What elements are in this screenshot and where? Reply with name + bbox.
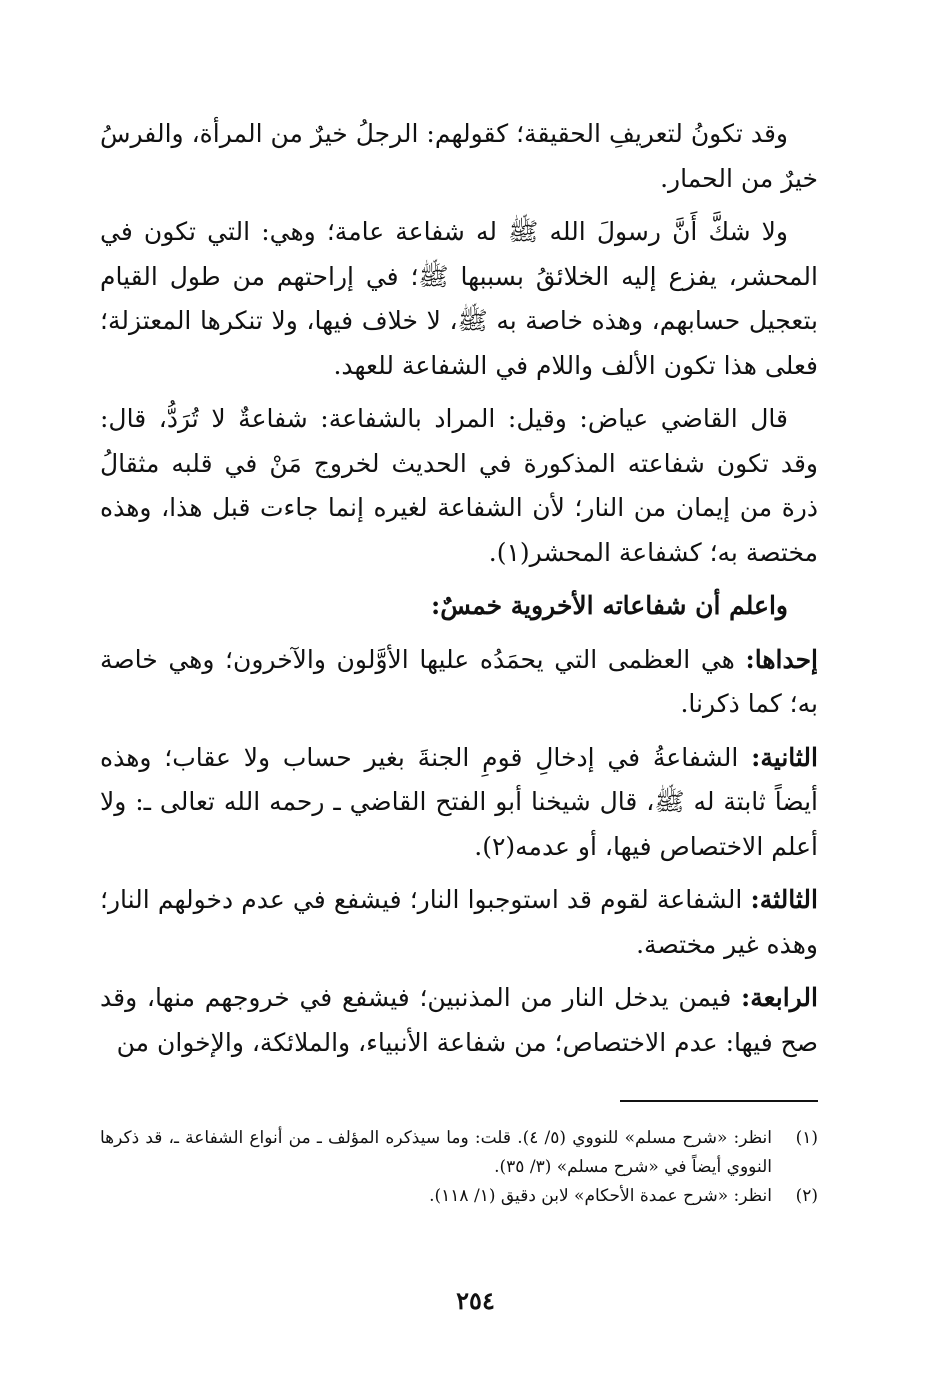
footnote — [100, 1124, 818, 1182]
paragraph-text: الشفاعةُ في إدخالِ قومِ الجنةَ بغير حساب ولا عقاب؛ وهذه أيضاً ثابتة له ﷺ، قال شيخنا أبو الفتح القاضي ـ رحمه الله تعالى ـ: ولا أعلم الاختصاص فيها، أو عدمه(٢). — [100, 742, 818, 861]
paragraph-text: قال القاضي عياض: وقيل: المراد بالشفاعة: شفاعةٌ لا تُرَدُّ، قال: وقد تكون شفاعته المذكورة في الحديث لخروج مَنْ في قلبه مثقالُ ذرة من إيمان من النار؛ لأن الشفاعة لغيره إنما جاءت قبل هذا، وهذه مختصة به؛ كشفاعة المحشر(١). — [100, 404, 818, 567]
main-text — [100, 112, 818, 1074]
paragraph — [100, 736, 818, 870]
paragraph — [100, 976, 818, 1065]
paragraph — [100, 112, 818, 201]
footnote-number: (٢) — [795, 1186, 818, 1206]
paragraph-lead: الرابعة: — [741, 983, 818, 1012]
paragraph-text: الشفاعة لقوم قد استوجبوا النار؛ فيشفع في عدم دخولهم النار؛ وهذه غير مختصة. — [100, 885, 818, 959]
paragraph-lead: الثالثة: — [750, 885, 818, 914]
footnote-number: (١) — [795, 1128, 818, 1148]
footnotes — [100, 1124, 818, 1211]
paragraph — [100, 878, 818, 967]
paragraph-lead: إحداها: — [745, 644, 818, 674]
paragraph-heading — [100, 584, 818, 629]
footnote — [100, 1182, 818, 1211]
paragraph-text: هي العظمى التي يحمَدُه عليها الأوَّلون والآخرون؛ وهي خاصة به؛ كما ذكرنا. — [100, 644, 818, 718]
paragraph-text: فيمن يدخل النار من المذنبين؛ فيشفع في خروجهم منها، وقد صح فيها: عدم الاختصاص؛ من شفاعة الأنبياء، والملائكة، والإخوان من — [100, 983, 818, 1057]
paragraph — [100, 638, 818, 727]
footnote-text: انظر: «شرح عمدة الأحكام» لابن دقيق (١/ ١١٨). — [429, 1186, 772, 1206]
paragraph — [100, 210, 818, 388]
paragraph-lead: الثانية: — [751, 742, 818, 772]
paragraph — [100, 397, 818, 575]
page-number: ٢٥٤ — [456, 1286, 495, 1315]
paragraph-text: ولا شكَّ أَنَّ رسولَ الله ﷺ له شفاعة عامة؛ وهي: التي تكون في المحشر، يفزع إليه الخلائقُ بسببها ﷺ؛ في إراحتهم من طول القيام بتعجيل حسابهم، وهذه خاصة به ﷺ، لا خلاف فيها، ولا تنكرها المعتزلة؛ فعلى هذا تكون الألف واللام في الشفاعة للعهد. — [100, 217, 818, 380]
footnote-text: انظر: «شرح مسلم» للنووي (٥/ ٤). قلت: وما سيذكره المؤلف ـ من أنواع الشفاعة ـ، قد ذكرها النووي أيضاً في «شرح مسلم» (٣/ ٣٥). — [100, 1128, 773, 1177]
paragraph-text: وقد تكونُ لتعريفِ الحقيقة؛ كقولهم: الرجلُ خيرٌ من المرأة، والفرسُ خيرٌ من الحمار. — [100, 119, 818, 193]
footnote-divider — [620, 1100, 818, 1102]
paragraph-lead: واعلم أن شفاعاته الأخروية خمسٌ: — [431, 591, 788, 620]
